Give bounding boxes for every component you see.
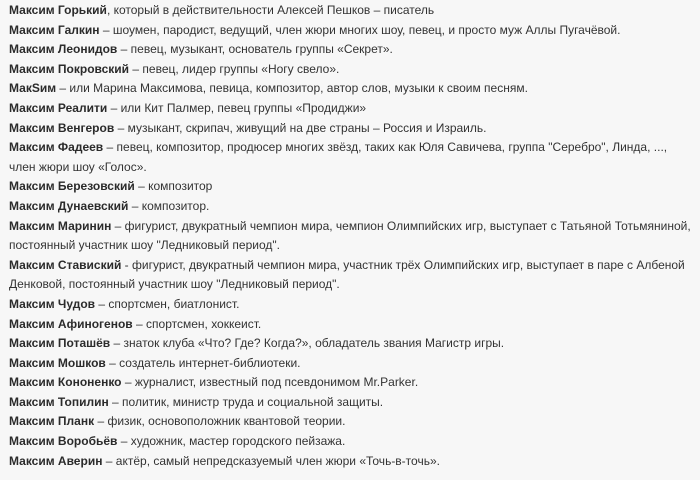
entry-description: – или Марина Максимова, певица, композитор, автор слов, музыки к своим песням. bbox=[56, 81, 528, 96]
list-item bbox=[9, 256, 692, 295]
entry-description: – композитор. bbox=[128, 198, 210, 213]
list-item bbox=[9, 99, 692, 119]
list-item bbox=[9, 295, 692, 315]
list-item bbox=[9, 177, 692, 197]
entry-description: – знаток клуба «Что? Где? Когда?», обладатель звания Магистр игры. bbox=[110, 336, 505, 351]
entry-name: Максим Леонидов bbox=[9, 42, 118, 57]
entry-name: Максим Афиногенов bbox=[9, 316, 133, 331]
list-item bbox=[9, 334, 692, 354]
entry-description: – создатель интернет-библиотеки. bbox=[105, 355, 301, 370]
entry-description: , который в действительности Алексей Пешков – писатель bbox=[106, 3, 435, 17]
entry-name: Максим Дунаевский bbox=[9, 198, 129, 213]
entry-description: – певец, лидер группы «Ногу свело». bbox=[129, 61, 340, 76]
entry-name: Максим Маринин bbox=[9, 218, 112, 233]
entry-name: Максим Покровский bbox=[9, 61, 130, 76]
list-item bbox=[9, 315, 692, 335]
entry-description: – музыкант, скрипач, живущий на две страны – Россия и Израиль. bbox=[114, 120, 487, 135]
entry-name: Максим Реалити bbox=[9, 100, 108, 115]
list-item bbox=[9, 138, 692, 177]
entry-description: – певец, композитор, продюсер многих звёзд, таких как Юля Савичева, группа "Серебро", Линда, ..., член жюри шоу «Голос». bbox=[9, 140, 668, 174]
entry-name: Максим Планк bbox=[9, 414, 95, 429]
entry-name: Максим Фадеев bbox=[9, 140, 104, 155]
entry-name: Максим Березовский bbox=[9, 179, 135, 194]
list-item bbox=[9, 119, 692, 139]
entry-description: – журналист, известный под псевдонимом Mr.Parker. bbox=[121, 375, 419, 390]
list-item bbox=[9, 373, 692, 393]
list-item bbox=[9, 40, 692, 60]
list-item bbox=[9, 452, 692, 472]
entry-description: – певец, музыкант, основатель группы «Секрет». bbox=[117, 42, 393, 57]
entry-name: Максим Горький bbox=[9, 3, 107, 17]
list-item bbox=[9, 354, 692, 374]
list-item bbox=[9, 1, 692, 21]
entry-description: – композитор bbox=[134, 179, 213, 194]
list-item bbox=[9, 412, 692, 432]
entry-description: – шоумен, пародист, ведущий, член жюри многих шоу, певец, и просто муж Аллы Пугачёвой. bbox=[99, 22, 621, 37]
entry-name: Максим Топилин bbox=[9, 394, 109, 409]
entry-description: – актёр, самый непредсказуемый член жюри «Точь-в-точь». bbox=[102, 453, 440, 468]
entry-description: – художник, мастер городского пейзажа. bbox=[117, 434, 346, 449]
list-item bbox=[9, 393, 692, 413]
entry-description: – спортсмен, хоккеист. bbox=[132, 316, 262, 331]
list-item bbox=[9, 79, 692, 99]
entry-name: Максим Чудов bbox=[9, 296, 96, 311]
entry-description: - фигурист, двукратный чемпион мира, участник трёх Олимпийских игр, выступает в паре с Албеной Денковой, постоянный участник шоу "Ледниковый период". bbox=[9, 257, 685, 292]
entry-description: – фигурист, двукратный чемпион мира, чемпион Олимпийских игр, выступает с Татьяной Тотьмяниной, постоянный участник шоу "Ледниковый период". bbox=[9, 218, 691, 253]
entry-name: Максим Поташёв bbox=[9, 336, 111, 351]
entry-name: Максим Кононенко bbox=[9, 375, 122, 390]
entry-name: Максим Аверин bbox=[9, 453, 103, 468]
entry-name: Максим Венгеров bbox=[9, 120, 115, 135]
entry-description: – физик, основоположник квантовой теории. bbox=[94, 414, 346, 429]
list-item bbox=[9, 21, 692, 41]
list-item bbox=[9, 432, 692, 452]
entry-description: – политик, министр труда и социальной защиты. bbox=[108, 394, 384, 409]
entry-description: – спортсмен, биатлонист. bbox=[95, 296, 240, 311]
entry-name: Максим Ставиский bbox=[9, 257, 122, 272]
entry-name: Максим Воробьёв bbox=[9, 434, 118, 449]
list-item bbox=[9, 60, 692, 80]
entry-name: МакSим bbox=[9, 81, 57, 96]
list-item bbox=[9, 197, 692, 217]
entry-name: Максим Галкин bbox=[9, 22, 100, 37]
entry-name: Максим Мошков bbox=[9, 355, 106, 370]
list-item bbox=[9, 217, 692, 256]
entry-description: – или Кит Палмер, певец группы «Продиджи» bbox=[107, 100, 367, 115]
